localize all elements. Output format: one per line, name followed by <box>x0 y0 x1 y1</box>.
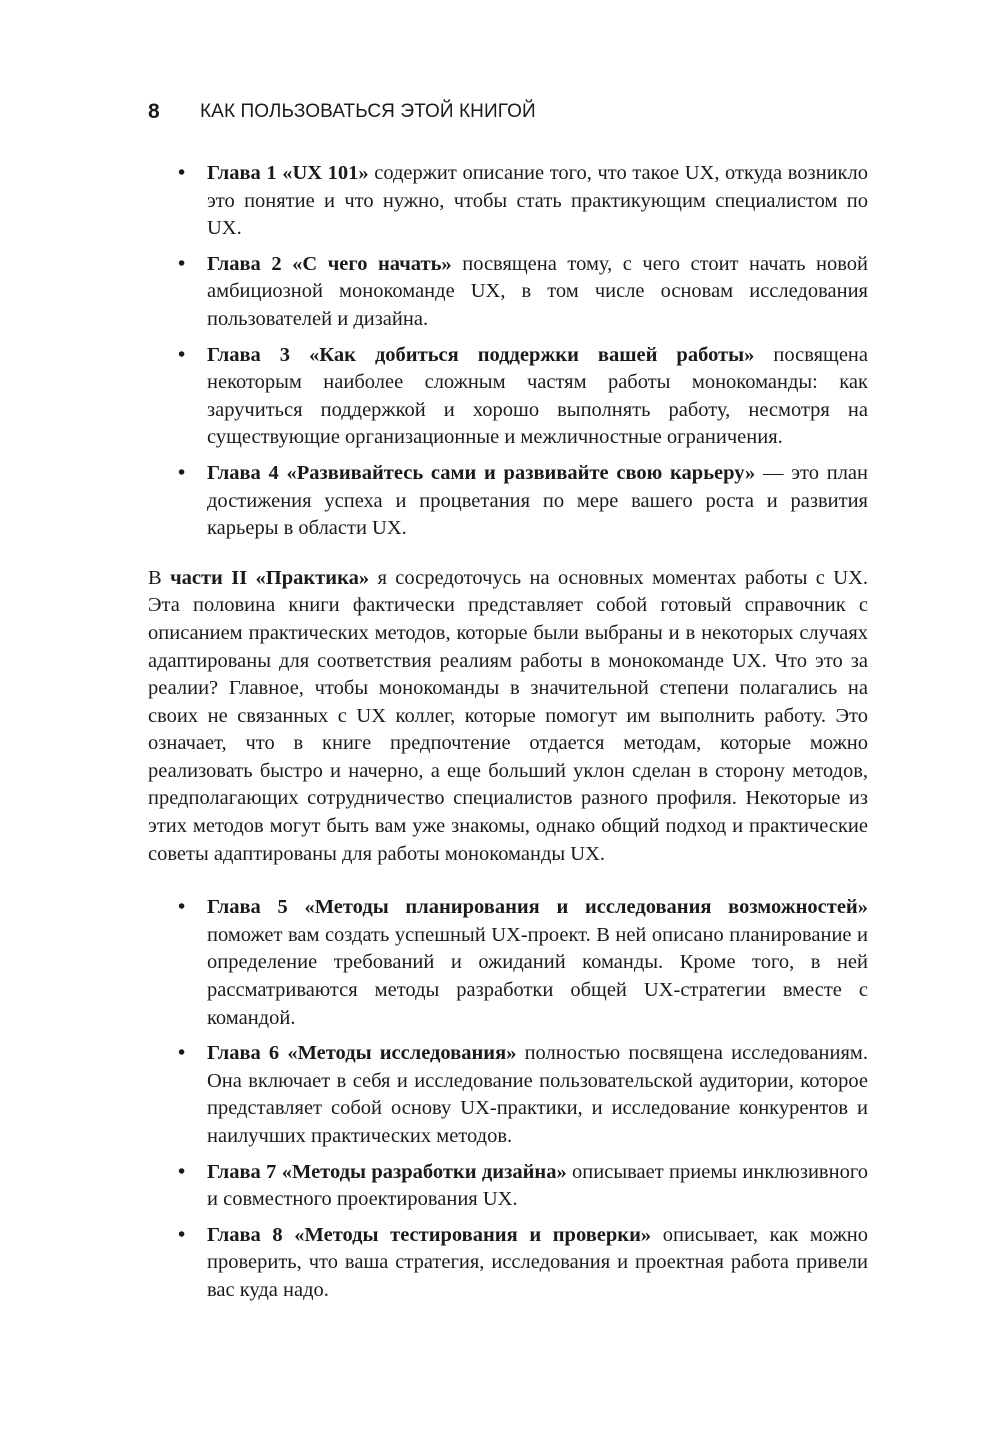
part2-chapter-list <box>148 894 868 1304</box>
chapter-item-5 <box>148 894 868 1032</box>
chapter-title: Глава 3 «Как добиться поддержки вашей работы» <box>207 343 755 366</box>
chapter-description: посвящена тому, с чего стоит начать новой амбициозной монокоманде UX, в том числе основам исследования пользователей и дизайна. <box>207 252 868 330</box>
chapter-item-7 <box>148 1159 868 1214</box>
paragraph-text: я сосредоточусь на основных моментах работы с UX. Эта половина книги фактически представляет собой готовый справочник с описанием практических методов, которые были выбраны и в некоторых случаях адаптированы для соответствия реалиям работы в монокоманде UX. Что это за реалии? Главное, чтобы монокоманды в значительной степени полагались на своих не связанных с UX коллег, которые помогут им выполнить работу. Это означает, что в книге предпочтение отдается методам, которые можно реализовать быстро и начерно, а еще больший уклон сделан в сторону методов, предполагающих сотрудничество специалистов разного профиля. Некоторые из этих методов могут быть вам уже знакомы, однако общий подход и практические советы адаптированы для работы монокоманды UX. <box>148 566 868 865</box>
chapter-item-8 <box>148 1222 868 1305</box>
chapter-item-2 <box>148 251 868 334</box>
part1-chapter-list <box>148 160 868 543</box>
chapter-item-3 <box>148 342 868 452</box>
chapter-title: Глава 1 «UX 101» <box>207 162 369 184</box>
chapter-description: описывает приемы инклюзивного и совместного проектирования UX. <box>207 1160 868 1211</box>
bullet-icon: • <box>178 896 186 919</box>
page-body <box>148 160 868 1313</box>
running-head <box>148 98 536 126</box>
chapter-title: Глава 4 «Развивайтесь сами и развивайте свою карьеру» <box>207 461 756 484</box>
chapter-title: Глава 8 «Методы тестирования и проверки» <box>207 1223 652 1246</box>
chapter-description: поможет вам создать успешный UX-проект. В ней описано планирование и определение требований и ожиданий команды. Кроме того, в ней рассматриваются методы разработки общей UX-стратегии вместе с командой. <box>207 923 868 1029</box>
chapter-title: Глава 5 «Методы планирования и исследования возможностей» <box>207 896 868 919</box>
bullet-icon: • <box>178 461 186 484</box>
bullet-icon: • <box>178 162 186 184</box>
chapter-description: содержит описание того, что такое UX, откуда возникло это понятие и что нужно, чтобы стать практикующим специалистом по UX. <box>207 162 868 240</box>
paragraph-prefix: В <box>148 566 171 589</box>
bullet-icon: • <box>178 1042 186 1065</box>
chapter-item-6 <box>148 1040 868 1150</box>
bullet-icon: • <box>178 252 186 275</box>
chapter-title: Глава 6 «Методы исследования» <box>207 1042 517 1065</box>
running-head-title: КАК ПОЛЬЗОВАТЬСЯ ЭТОЙ КНИГОЙ <box>200 101 536 122</box>
bullet-icon: • <box>178 343 186 366</box>
chapter-title: Глава 2 «С чего начать» <box>207 252 452 275</box>
chapter-item-4 <box>148 460 868 543</box>
bullet-icon: • <box>178 1160 186 1183</box>
part2-intro-paragraph <box>148 565 868 869</box>
chapter-item-1 <box>148 160 868 243</box>
bullet-icon: • <box>178 1223 186 1246</box>
chapter-description: — это план достижения успеха и процветания по мере вашего роста и развития карьеры в области UX. <box>207 461 868 540</box>
page-number: 8 <box>148 100 160 123</box>
chapter-description: описывает, как можно проверить, что ваша стратегия, исследования и проектная работа привели вас куда надо. <box>207 1223 868 1301</box>
chapter-title: Глава 7 «Методы разработки дизайна» <box>207 1160 567 1183</box>
chapter-description: полностью посвящена исследованиям. Она включает в себя и исследование пользовательской аудитории, которое представляет собой основу UX-практики, и исследование конкурентов и наилучших практических методов. <box>207 1042 868 1147</box>
chapter-description: посвящена некоторым наиболее сложным частям работы монокоманды: как заручиться поддержкой и хорошо выполнять работу, несмотря на существующие организационные и межличностные ограничения. <box>207 343 868 449</box>
part-title: части II «Практика» <box>170 566 370 589</box>
